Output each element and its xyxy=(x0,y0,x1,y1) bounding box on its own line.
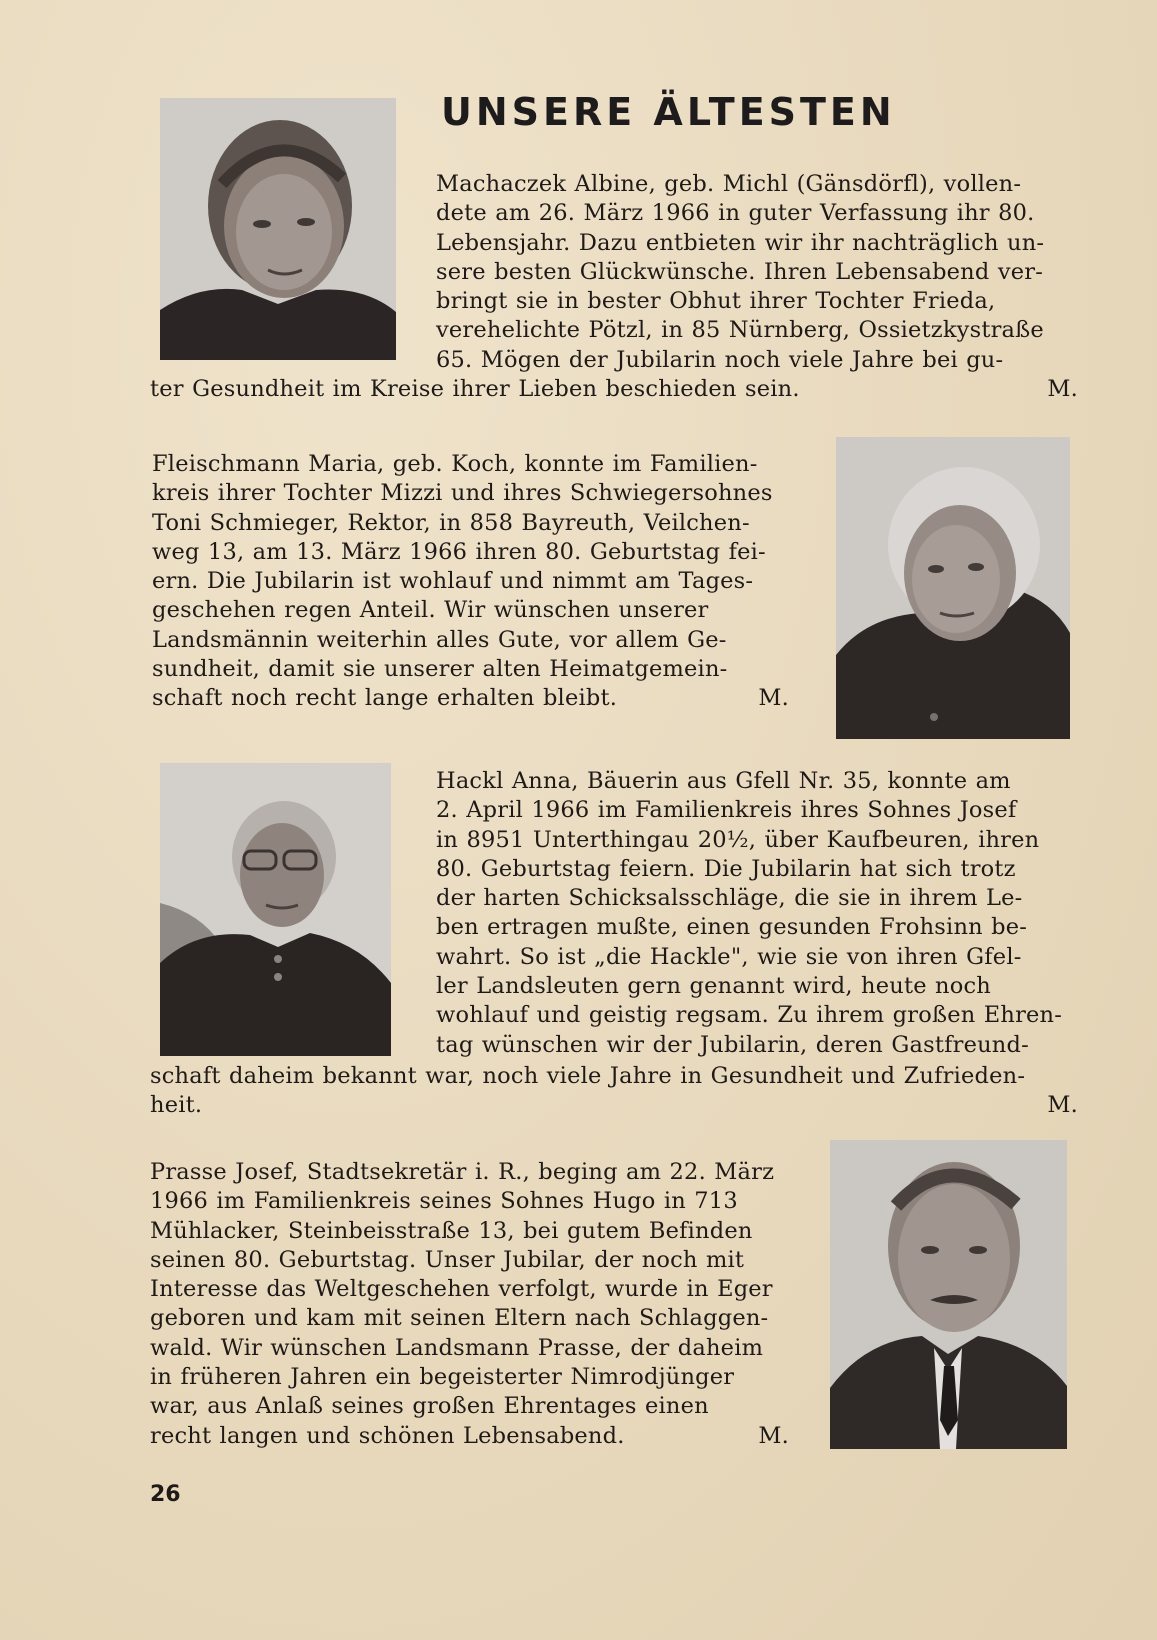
entry-machaczek-text: Machaczek Albine, geb. Michl (Gänsdörfl), vollen- dete am 26. März 1966 in guter Verfassung ihr 80. Lebensjahr. Dazu entbieten wir ihr nachträglich un- sere besten Glückwünsche. Ihren Lebensabend ver- bringt sie in bester Obhut ihrer Tochter Frieda, verehelichte Pötzl, in 85 Nürnberg, Ossietzkystraße 65. Mögen der Jubilarin noch viele Jahre bei gu- xyxy=(436,171,1045,373)
entry-prasse-text: Prasse Josef, Stadtsekretär i. R., beging am 22. März 1966 im Familienkreis seines Sohnes Hugo in 713 Mühlacker, Steinbeisstraße 13, bei gutem Befinden seinen 80. Geburtstag. Unser Jubilar, der noch mit Interesse das Weltgeschehen verfolgt, wurde in Eger geboren und kam mit seinen Eltern nach Schlaggen- wald. Wir wünschen Landsmann Prasse, der daheim in früheren Jahren ein begeisterter Nimrodjünger war, aus Anlaß seines großen Ehrentages einen recht langen und schönen Lebensabend. M. xyxy=(150,1158,789,1451)
signature: M. xyxy=(758,1422,789,1449)
page-number: 26 xyxy=(150,1482,181,1507)
page-title: UNSERE ÄLTESTEN xyxy=(441,90,896,134)
signature: M. xyxy=(1047,1092,1078,1119)
portrait-photo-machaczek xyxy=(160,98,396,360)
portrait-photo-prasse xyxy=(830,1140,1067,1449)
entry-machaczek-text-full: ter Gesundheit im Kreise ihrer Lieben beschieden sein. M. xyxy=(150,375,1078,404)
portrait-photo-hackl xyxy=(160,763,391,1056)
signature: M. xyxy=(758,685,789,712)
entry-fleischmann-text: Fleischmann Maria, geb. Koch, konnte im Familien- kreis ihrer Tochter Mizzi und ihres Schwiegersohnes Toni Schmieger, Rektor, in 858 Bayreuth, Veilchen- weg 13, am 13. März 1966 ihren 80. Geburtstag fei- ern. Die Jubilarin ist wohlauf und nimmt am Tages- geschehen regen Anteil. Wir wünschen unserer Landsmännin weiterhin alles Gute, vor allem Ge- sundheit, damit sie unserer alten Heimatgemein- schaft noch recht lange erhalten bleibt. M. xyxy=(152,450,789,714)
entry-hackl-text-full: schaft daheim bekannt war, noch viele Jahre in Gesundheit und Zufrieden- heit. M. xyxy=(150,1062,1078,1121)
entry-hackl-text: Hackl Anna, Bäuerin aus Gfell Nr. 35, konnte am 2. April 1966 im Familienkreis ihres Sohnes Josef in 8951 Unterthingau 20½, über Kaufbeuren, ihren 80. Geburtstag feiern. Die Jubilarin hat sich trotz der harten Schicksalsschläge, die sie in ihrem Le- ben ertragen mußte, einen gesunden Frohsinn be- wahrt. So ist „die Hackle", wie sie von ihren Gfel- ler Landsleuten gern genannt wird, heute noch wohlauf und geistig regsam. Zu ihrem großen Ehren- tag wünschen wir der Jubilarin, deren Gastfreund- xyxy=(436,768,1063,1058)
portrait-photo-fleischmann xyxy=(836,437,1070,739)
signature: M. xyxy=(1047,376,1078,402)
